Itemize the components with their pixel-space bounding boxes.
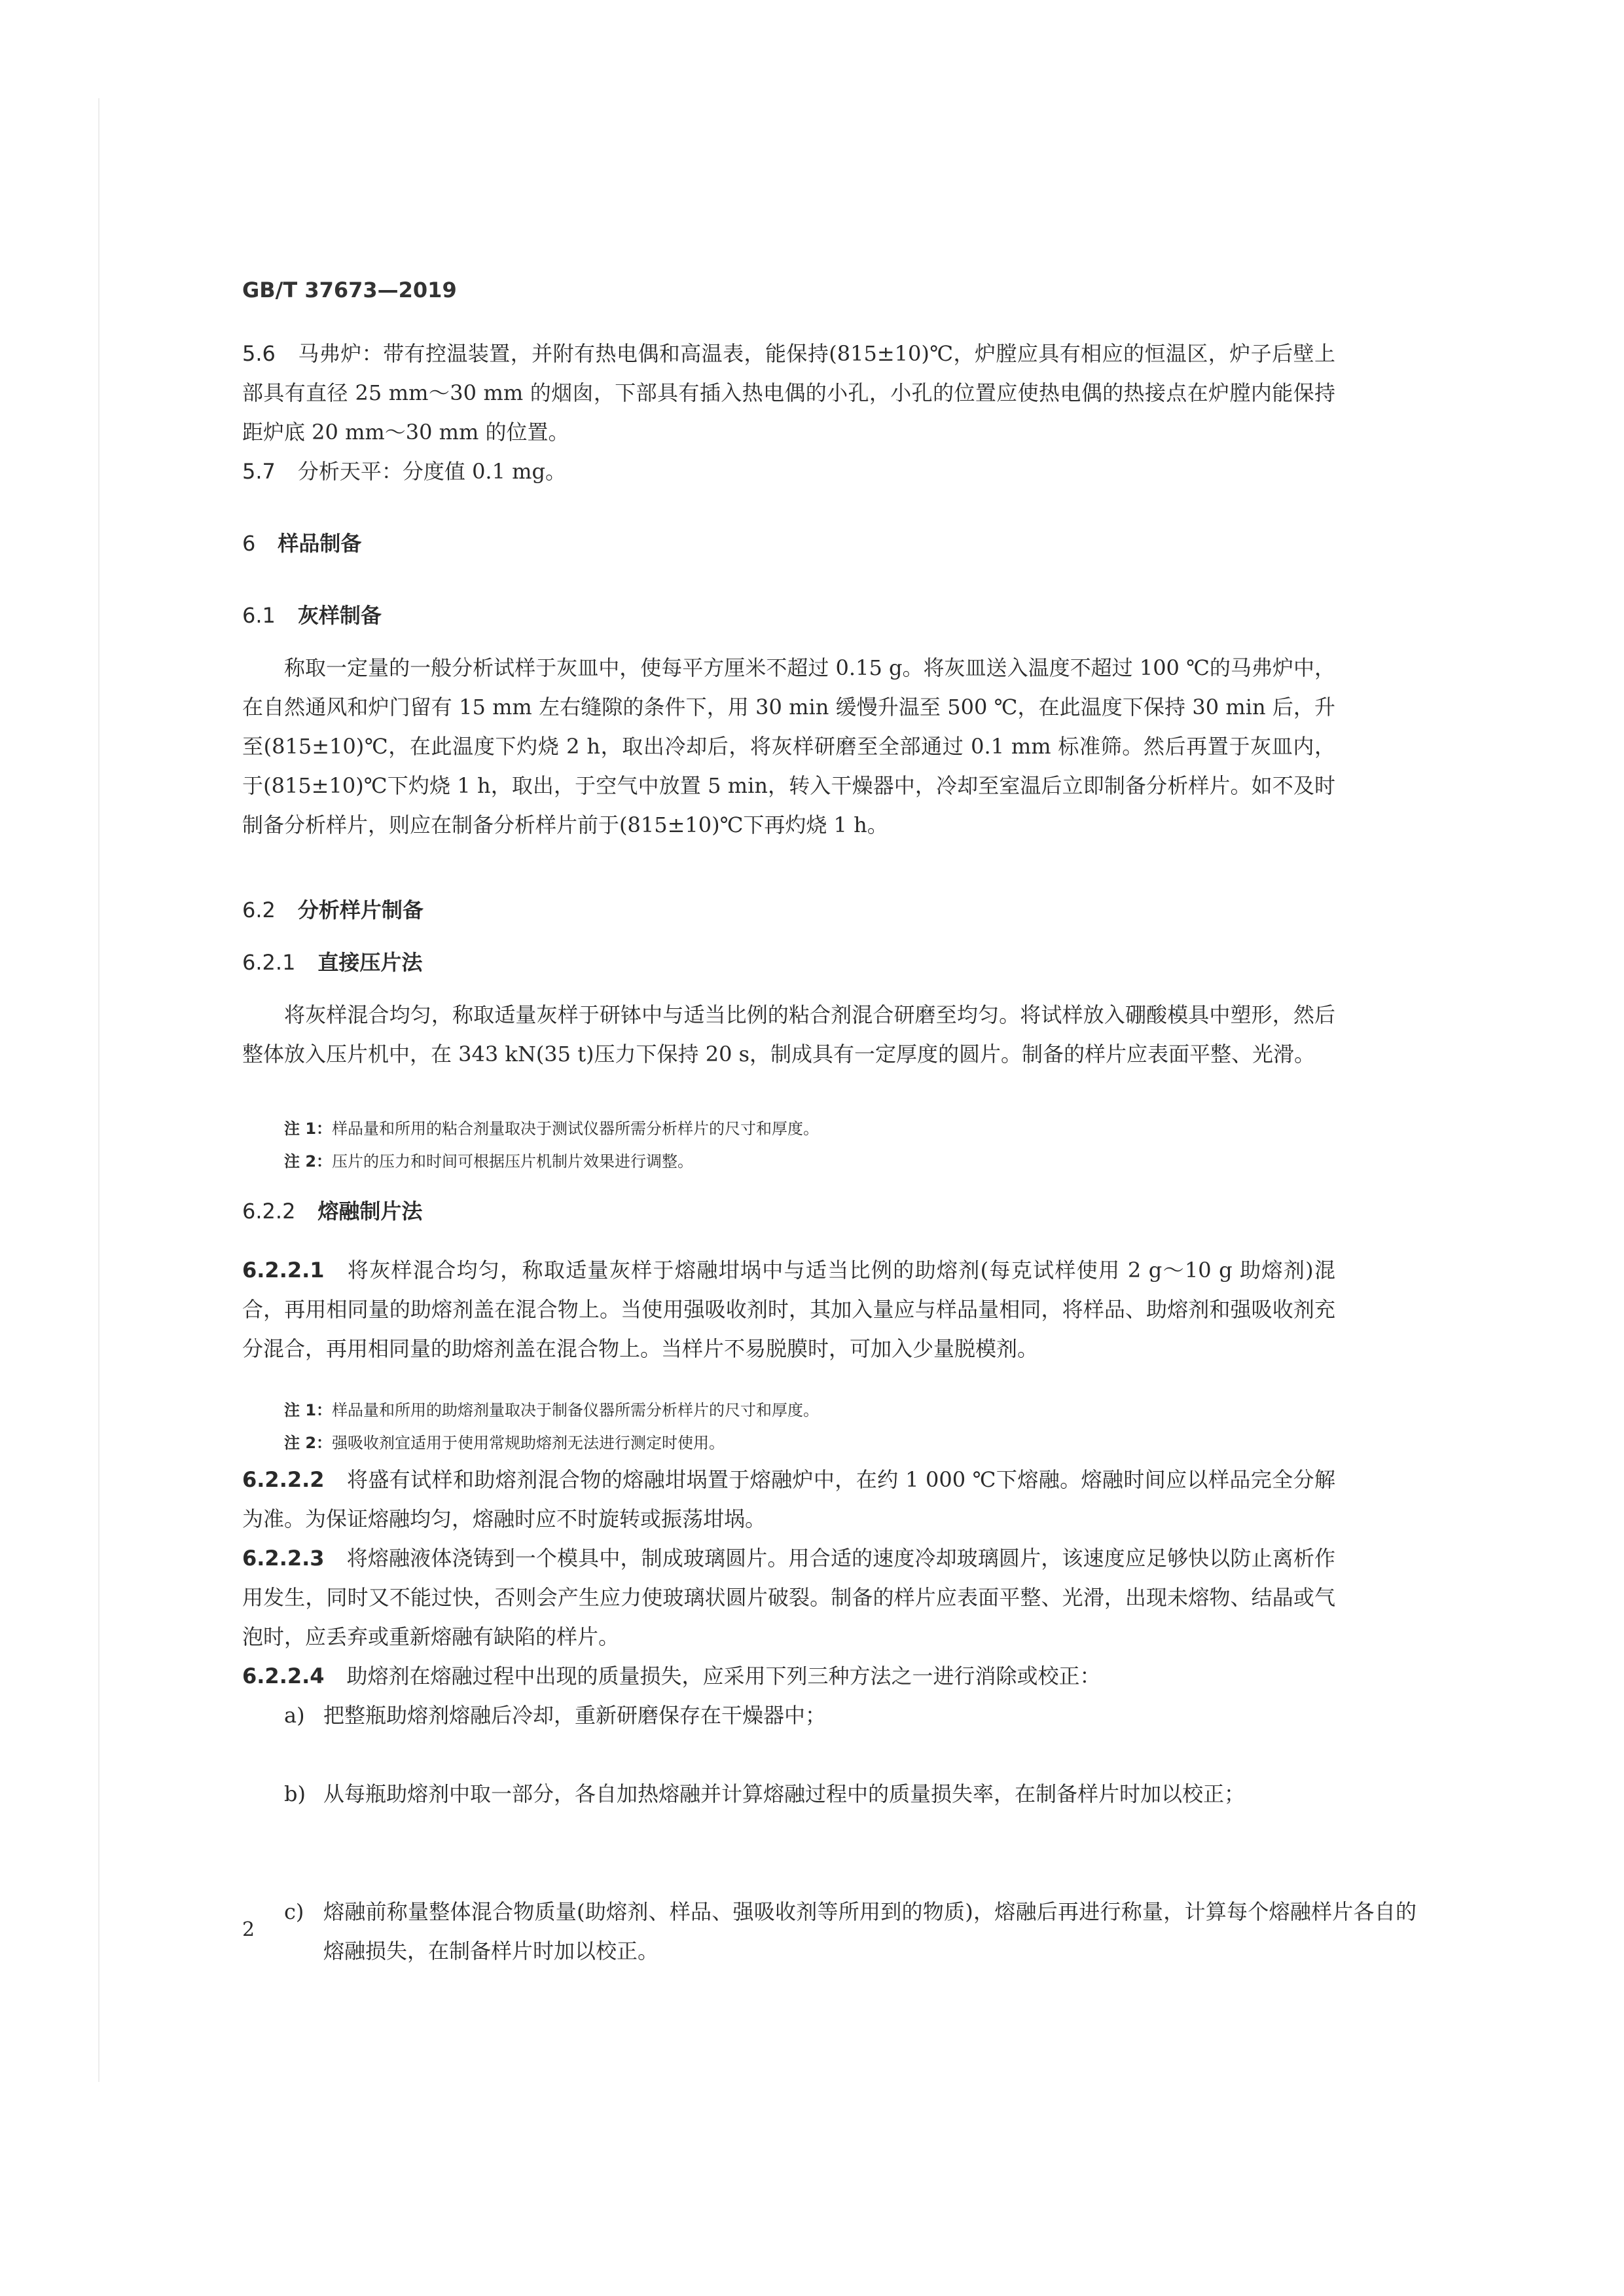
note-text: 样品量和所用的助熔剂量取决于制备仪器所需分析样片的尺寸和厚度。 bbox=[332, 1401, 820, 1419]
clause-text: 将灰样混合均匀，称取适量灰样于熔融坩埚中与适当比例的助熔剂(每克试样使用 2 g～10 g 助熔剂)混合，再用相同量的助熔剂盖在混合物上。当使用强吸收剂时，其加入量应与样品量相同，将样品、助熔剂和强吸收剂充分混合，再用相同量的助熔剂盖在混合物上。当样片不易脱膜时，可加入少量脱模剂。 bbox=[242, 1258, 1335, 1361]
list-marker: a) bbox=[284, 1703, 305, 1728]
clause-text: 分析天平：分度值 0.1 mg。 bbox=[297, 459, 566, 484]
section-number: 6.1 bbox=[242, 603, 276, 628]
clause-number: 6.2.2.2 bbox=[242, 1467, 325, 1492]
page-binding-edge bbox=[98, 98, 99, 2082]
list-text: 熔融前称量整体混合物质量(助熔剂、样品、强吸收剂等所用到的物质)，熔融后再进行称量，计算每个熔融样片各自的熔融损失，在制备样片时加以校正。 bbox=[323, 1899, 1416, 1963]
clause-text: 将熔融液体浇铸到一个模具中，制成玻璃圆片。用合适的速度冷却玻璃圆片，该速度应足够快以防止离析作用发生，同时又不能过快，否则会产生应力使玻璃状圆片破裂。制备的样片应表面平整、光滑，出现未熔物、结晶或气泡时，应丢弃或重新熔融有缺陷的样片。 bbox=[242, 1546, 1335, 1649]
section-title: 熔融制片法 bbox=[317, 1199, 423, 1224]
clause-6-2-2-2 bbox=[242, 1460, 1335, 1539]
list-item bbox=[242, 1892, 1416, 1971]
note-label: 注 1： bbox=[284, 1401, 333, 1419]
section-6-1-heading bbox=[242, 596, 1335, 635]
clause-number: 5.7 bbox=[242, 459, 276, 484]
clause-5-6 bbox=[242, 334, 1335, 452]
note-label: 注 1： bbox=[284, 1120, 333, 1138]
clause-number: 6.2.2.3 bbox=[242, 1546, 325, 1571]
standard-header: GB/T 37673—2019 bbox=[242, 278, 457, 302]
section-number: 6.2.1 bbox=[242, 950, 296, 975]
page-number: 2 bbox=[242, 1918, 255, 1941]
clause-5-7 bbox=[242, 452, 1335, 491]
section-number: 6 bbox=[242, 531, 256, 556]
section-6-heading bbox=[242, 524, 1335, 563]
list-marker: b) bbox=[284, 1781, 306, 1806]
section-6-1-body: 称取一定量的一般分析试样于灰皿中，使每平方厘米不超过 0.15 g。将灰皿送入温度不超过 100 ℃的马弗炉中，在自然通风和炉门留有 15 mm 左右缝隙的条件下，用 30 min 缓慢升温至 500 ℃，在此温度下保持 30 min 后，升至(815±10)℃，在此温度下灼烧 2 h，取出冷却后，将灰样研磨至全部通过 0.1 mm 标准筛。然后再置于灰皿内，于(815±10)℃下灼烧 1 h，取出，于空气中放置 5 min，转入干燥器中，冷却至室温后立即制备分析样片。如不及时制备分析样片，则应在制备分析样片前于(815±10)℃下再灼烧 1 h。 bbox=[242, 655, 1335, 837]
clause-number: 6.2.2.1 bbox=[242, 1258, 325, 1283]
list-marker: c) bbox=[284, 1899, 304, 1924]
list-text: 把整瓶助熔剂熔融后冷却，重新研磨保存在干燥器中； bbox=[323, 1703, 827, 1728]
note-2 bbox=[242, 1146, 1377, 1177]
note-1 bbox=[242, 1394, 1377, 1426]
clause-6-2-2-4 bbox=[242, 1656, 1335, 1696]
section-6-2-1-heading bbox=[242, 943, 1335, 982]
section-number: 6.2 bbox=[242, 898, 276, 922]
note-label: 注 2： bbox=[284, 1152, 333, 1171]
section-title: 灰样制备 bbox=[297, 603, 382, 628]
note-label: 注 2： bbox=[284, 1434, 333, 1452]
section-title: 分析样片制备 bbox=[297, 898, 424, 922]
clause-6-2-2-1 bbox=[242, 1250, 1335, 1368]
clause-6-2-2-3 bbox=[242, 1539, 1335, 1656]
document-page bbox=[242, 0, 1416, 1963]
clause-number: 5.6 bbox=[242, 341, 276, 366]
section-6-2-2-heading bbox=[242, 1192, 1335, 1231]
section-6-2-1-body: 将灰样混合均匀，称取适量灰样于研钵中与适当比例的粘合剂混合研磨至均匀。将试样放入硼酸模具中塑形，然后整体放入压片机中，在 343 kN(35 t)压力下保持 20 s，制成具有一定厚度的圆片。制备的样片应表面平整、光滑。 bbox=[242, 1002, 1335, 1066]
note-1 bbox=[242, 1113, 1377, 1144]
clause-text: 马弗炉：带有控温装置，并附有热电偶和高温表，能保持(815±10)℃，炉膛应具有相应的恒温区，炉子后壁上部具有直径 25 mm～30 mm 的烟囱，下部具有插入热电偶的小孔，小孔的位置应使热电偶的热接点在炉膛内能保持距炉底 20 mm～30 mm 的位置。 bbox=[242, 341, 1335, 445]
list-item bbox=[242, 1774, 1416, 1813]
note-2 bbox=[242, 1427, 1377, 1459]
section-6-2-heading bbox=[242, 890, 1335, 930]
section-title: 直接压片法 bbox=[317, 950, 423, 975]
note-text: 强吸收剂宜适用于使用常规助熔剂无法进行测定时使用。 bbox=[332, 1434, 725, 1452]
note-text: 样品量和所用的粘合剂量取决于测试仪器所需分析样片的尺寸和厚度。 bbox=[332, 1120, 820, 1138]
clause-text: 将盛有试样和助熔剂混合物的熔融坩埚置于熔融炉中，在约 1 000 ℃下熔融。熔融时间应以样品完全分解为准。为保证熔融均匀，熔融时应不时旋转或振荡坩埚。 bbox=[242, 1467, 1335, 1531]
list-text: 从每瓶助熔剂中取一部分，各自加热熔融并计算熔融过程中的质量损失率，在制备样片时加以校正； bbox=[323, 1781, 1246, 1806]
clause-text: 助熔剂在熔融过程中出现的质量损失，应采用下列三种方法之一进行消除或校正： bbox=[346, 1664, 1101, 1688]
section-title: 样品制备 bbox=[278, 531, 362, 556]
note-text: 压片的压力和时间可根据压片机制片效果进行调整。 bbox=[332, 1152, 694, 1171]
clause-number: 6.2.2.4 bbox=[242, 1664, 325, 1688]
section-number: 6.2.2 bbox=[242, 1199, 296, 1224]
list-item bbox=[242, 1696, 1416, 1735]
